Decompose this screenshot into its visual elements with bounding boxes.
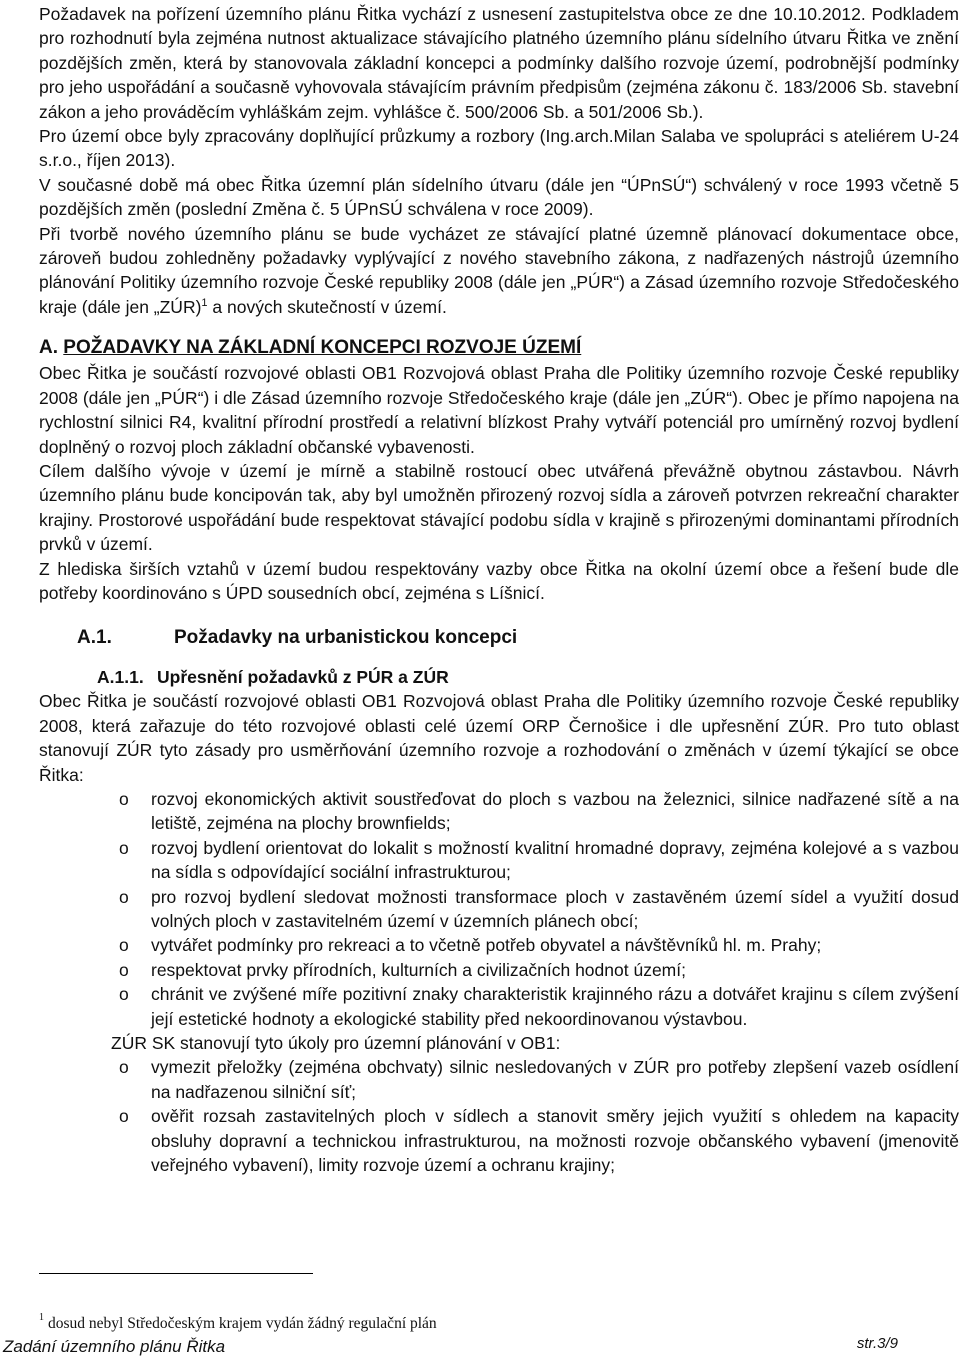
section-a1-heading xyxy=(39,625,959,651)
list-item xyxy=(39,885,959,934)
footnote-text: dosud nebyl Středočeským krajem vydán žádný regulační plán xyxy=(48,1315,437,1332)
section-a-heading xyxy=(39,335,959,361)
footnote-number: 1 xyxy=(39,1312,44,1323)
list-item-text: ověřit rozsah zastavitelných ploch v sídlech a stanovit směry jejich využití s ohledem na kapacity obsluhy dopravní a technickou infrastrukturou, na možnosti rozvoje občanského vybavení (jmenovitě veřejného vybavení), limity rozvoje území a ochranu krajiny; xyxy=(151,1106,959,1176)
list-item-text: chránit ve zvýšené míře pozitivní znaky charakteristik krajinného rázu a dotvářet krajinu s cílem zvýšení její estetické hodnoty a ekologické stability před nekoordinovanou výstavbou. xyxy=(151,984,959,1029)
bullet-mark: o xyxy=(119,886,129,907)
list-item-text: rozvoj ekonomických aktivit soustřeďovat do ploch s vazbou na železnici, silnice nadřazené sítě a na letiště, zejména na plochy brownfields; xyxy=(151,788,959,834)
section-a-prefix: A. xyxy=(39,337,64,359)
list-item xyxy=(39,787,959,836)
list-item xyxy=(39,1104,959,1177)
list-item xyxy=(39,982,959,1031)
list-item xyxy=(39,836,959,885)
intro-paragraph-4-text: Při tvorbě nového územního plánu se bude vycházet ze stávající platné územně plánovací dokumentace obce, zároveň budou zohledněny požadavky vyplývající z nového stavebního zákona, z nadřazených nástrojů územního plánování Politiky územního rozvoje České republiky 2008 (dále jen „PÚR“) a Zásad územního rozvoje Středočeského kraje (dále jen „ZÚR) xyxy=(39,223,959,317)
bullet-mark: o xyxy=(119,1106,129,1127)
zur-sk-tasks-list xyxy=(39,1055,959,1177)
footer-document-title: Zadání územního plánu Řitka xyxy=(3,1337,226,1356)
list-item-text: vytvářet podmínky pro rekreaci a to včetně potřeb obyvatel a návštěvníků hl. m. Prahy; xyxy=(151,935,822,956)
intro-paragraph-3: V současné době má obec Řitka územní plán sídelního útvaru (dále jen “ÚPnSÚ“) schválený v roce 1993 včetně 5 pozdějších změn (poslední Změna č. 5 ÚPnSÚ schválena v roce 2009). xyxy=(39,174,959,220)
bullet-mark: o xyxy=(119,837,129,858)
section-a-paragraph-1: Obec Řitka je součástí rozvojové oblasti OB1 Rozvojová oblast Praha dle Politiky územního rozvoje České republiky 2008 (dále jen „PÚR“) i dle Zásad územního rozvoje Středočeského kraje (dále jen „ZÚR“). Obec je přímo napojena na rychlostní silnici R4, kvalitní přírodní prostředí a relativní blízkost Prahy vytváří potenciál pro umírněný rozvoj bydlení doplněný o rozvoj ploch základní občanské vybavenosti. xyxy=(39,363,959,457)
intro-paragraph-1: Požadavek na pořízení územního plánu Řitka vychází z usnesení zastupitelstva obce ze dne 10.10.2012. Podkladem pro rozhodnutí byla zejména nutnost aktualizace stávajícího platného územního plánu sídelního útvaru Řitka ve znění pozdějších změn, která by stanovovala základní koncepci a podmínky dalšího rozvoje území, podrobnější podmínky pro jeho uspořádání a současně vyhovovala stávajícím právním předpisům (zejména zákonu č. 183/2006 Sb. stavební zákon a jeho prováděcím vyhláškám zejm. vyhlášce č. 500/2006 Sb. a 501/2006 Sb.). xyxy=(39,4,959,122)
footnote xyxy=(39,1312,437,1333)
section-a1-title: Požadavky na urbanistickou koncepci xyxy=(174,627,518,649)
section-a-title: POŽADAVKY NA ZÁKLADNÍ KONCEPCI ROZVOJE ÚZEMÍ xyxy=(63,337,582,359)
list-item xyxy=(39,1055,959,1104)
intro-paragraph-4-tail: a nových skutečností v území. xyxy=(207,296,447,317)
intro-paragraph-4 xyxy=(39,222,959,320)
bullet-mark: o xyxy=(119,984,129,1005)
bullet-mark: o xyxy=(119,959,129,980)
section-a-paragraph-2: Cílem dalšího vývoje v území je mírně a stabilně rostoucí obec utvářená převážně obytnou zástavbou. Návrh územního plánu bude koncipován tak, aby byl umožněn přirozený rozvoj sídla a zároveň potvrzen rekreační charakter krajiny. Prostorové uspořádání bude respektovat stávající podobu sídla v krajině s přirozenými dominantami přírodních prvků v území. xyxy=(39,460,959,555)
document-page xyxy=(39,0,959,1177)
bullet-mark: o xyxy=(119,1057,129,1078)
list-item-text: pro rozvoj bydlení sledovat možnosti transformace ploch v zastavěném území sídel a využití dosud volných ploch v zastavitelném území v územních plánech obcí; xyxy=(151,886,959,931)
section-a11-heading xyxy=(39,665,959,689)
zur-principles-list xyxy=(39,787,959,1031)
list-item xyxy=(39,958,959,982)
footer-page-number: str.3/9 xyxy=(856,1335,898,1352)
list-item-text: rozvoj bydlení orientovat do lokalit s možností kvalitní hromadné dopravy, zejména kolejové a s vazbou na sídla s odpovídající sociální infrastrukturou; xyxy=(151,837,959,883)
intro-paragraph-2: Pro území obce byly zpracovány doplňující průzkumy a rozbory (Ing.arch.Milan Salaba ve spolupráci s ateliérem U-24 s.r.o., říjen 2013). xyxy=(39,126,959,171)
bullet-mark: o xyxy=(119,788,129,809)
bullet-mark: o xyxy=(119,935,129,956)
footnote-divider xyxy=(39,1273,313,1274)
zur-sk-tasks-intro: ZÚR SK stanovují tyto úkoly pro územní plánování v OB1: xyxy=(111,1033,561,1054)
section-a11-paragraph-1: Obec Řitka je součástí rozvojové oblasti OB1 Rozvojová oblast Praha dle Politiky územního rozvoje České republiky 2008, která zařazuje do této rozvojové oblasti celé území ORP Černošice i dle upřesnění ZÚR. Pro tuto oblast stanovují ZÚR tyto zásady pro usměrňování územního rozvoje a rozhodování o změnách v území týkající se obce Řitka: xyxy=(39,691,959,785)
list-item-text: vymezit přeložky (zejména obchvaty) silnic nesledovaných v ZÚR pro potřeby zlepšení vazeb osídlení na nadřazenou silniční síť; xyxy=(151,1057,959,1102)
section-a1-number: A.1. xyxy=(77,627,112,649)
footnote-reference: 1 xyxy=(201,296,208,309)
section-a11-number: A.1.1. xyxy=(97,667,144,688)
list-item xyxy=(39,933,959,957)
section-a11-title: Upřesnění požadavků z PÚR a ZÚR xyxy=(157,667,449,688)
list-item-text: respektovat prvky přírodních, kulturních a civilizačních hodnot území; xyxy=(151,959,686,980)
section-a-paragraph-3: Z hlediska širších vztahů v území budou respektovány vazby obce Řitka na okolní území obce a řešení bude dle potřeby koordinováno s ÚPD sousedních obcí, zejména s Líšnicí. xyxy=(39,558,959,603)
